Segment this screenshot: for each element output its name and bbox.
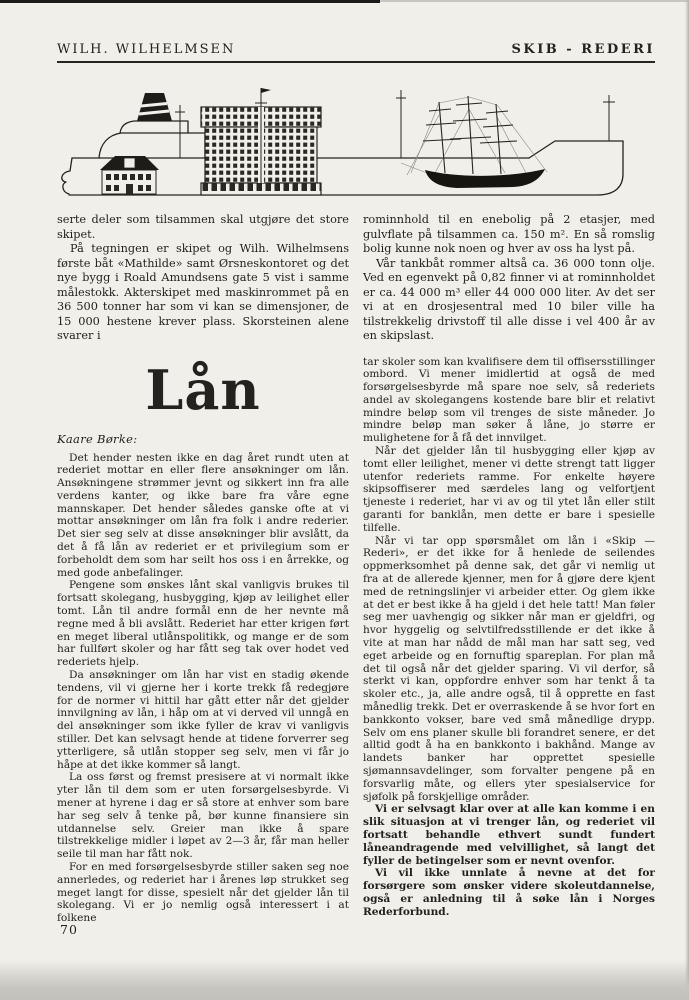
body-paragraph: Pengene som ønskes lånt skal vanligvis brukes til fortsatt skolegang, husbygging, kjøp av leilighet eller tomt. Lån til andre formål enn de her nevnte må regne med å bli avslått. Rederiet har etter krigen ført en meget liberal utlånspolitikk, og mange er de som har fullført skoler og har fått seg tak over hodet ved rederiets hjelp. (57, 579, 349, 669)
right-column (363, 213, 655, 925)
caption-right (363, 213, 655, 344)
header-right-text: SKIB - REDERI (511, 42, 655, 57)
office-building (201, 88, 321, 195)
article-body-left (57, 452, 349, 925)
house (100, 156, 159, 194)
article-byline: Kaare Børke: (57, 431, 138, 446)
left-column (57, 213, 349, 925)
foremast (175, 105, 185, 158)
caption-paragraph: serte deler som tilsammen skal utgjøre det store skipet. (57, 213, 349, 241)
ship-drawing-svg (57, 85, 655, 205)
rigging (401, 97, 547, 175)
ship-scale-illustration (57, 85, 655, 205)
column-spacer (363, 344, 655, 356)
body-paragraph: tar skoler som kan kvalifisere dem til offisersstillinger ombord. Vi mener imidlertid at også de med forsørgelsesbyrde må spare noe selv, så rederiets andel av skolegangens kostende bare blir et relativt mindre beløp som vil trenges de siste måneder. Jo mindre beløp man søker å låne, jo større er mulighetene for å få det innvilget. (363, 355, 655, 445)
caption-paragraph: Vår tankbåt rommer altså ca. 36 000 tonn olje. Ved en egenvekt på 0,82 finner vi at rominnholdet er ca. 44 000 m³ eller 44 000 000 liter. Av det ser vi at en drosjesentral med 10 biler ville ha tilstrekkelig drivstoff til alle disse i vel 400 år av en skipslast. (363, 256, 655, 342)
article-body-right (363, 356, 655, 919)
two-column-text (57, 213, 655, 925)
bow-mast (603, 95, 615, 141)
body-paragraph: Vi er selvsagt klar over at alle kan komme i en slik situasjon at vi trenger lån, og rederiet vil fortsatt behandle ethvert sundt fundert låneandragende med velvillighet, så langt det fyller de betingelser som er nevnt ovenfor. (363, 803, 655, 867)
caption-paragraph: På tegningen er skipet og Wilh. Wilhelmsens første båt «Mathilde» samt Ørsneskontoret og det nye bygg i Roald Amundsens gate 5 vist i samme målestokk. Akterskipet med maskinrommet på en 36 500 tonner har som vi kan se dimensjoner, de 15 000 hestene krever plass. Skorsteinen alene svarer i (57, 242, 349, 342)
body-paragraph: Når det gjelder lån til husbygging eller kjøp av tomt eller leilighet, mener vi dette strengt tatt ligger utenfor rederiets ramme. For enkelte høyere skipsoffiserer med særdeles lang og velfortjent tjeneste i rederiet, har vi av og til ytet lån eller stilt garanti for banklån, men dette er bare i spesielle tilfelle. (363, 445, 655, 534)
body-paragraph: Når vi tar opp spørsmålet om lån i «Skip — Rederi», er det ikke for å henlede de seilendes oppmerksomhet på denne sak, det går vi nemlig ut fra at de allerede kjenner, men for å gjøre dere kjent med de retningslinjer vi arbeider etter. Og glem ikke at det er best ikke å ha gjeld i det hele tatt! Man føler seg mer uavhengig og sikker når man er gjeldfri, og hvor hyggelig og selvtilfredsstillende er det ikke å vite at man har nådd de mål man har satt seg, ved eget arbeide og en fornuftig spareplan. For plan må det til også når det gjelder sparing. Vi vil derfor, så sterkt vi kan, oppfordre enhver som har tenkt å ta skoler etc., ja, alle andre også, til å opprette en fast månedlig trekk. Det er overraskende å se hvor fort en bankkonto vokser, bare ved små månedlige drypp. Selv om ens planer skulle bli forandret senere, er det alltid godt å ha en bankkonto i bakhånd. Mange av landets banker har opprettet spesielle sjømannsavdelinger, som forvalter pengene på en forsvarlig måte, og ellers yter spesialservice for sjøfolk på forskjellige områder. (363, 534, 655, 803)
header-rule (57, 61, 655, 63)
page-number: 70 (60, 922, 78, 937)
masthead (57, 0, 655, 57)
header-left-text: WILH. WILHELMSEN (57, 42, 236, 57)
caption-left (57, 213, 349, 344)
mid-mast (396, 90, 406, 158)
scan-edge-bottom (0, 960, 689, 1000)
caption-paragraph: rominnhold til en enebolig på 2 etasjer, med gulvflate på tilsammen ca. 150 m². En så romslig bolig kunne nok noen og hver av oss ha lyst på. (363, 213, 655, 255)
scan-edge-right (685, 0, 689, 1000)
sailing-ship (401, 96, 547, 188)
body-paragraph: Vi vil ikke unnlate å nevne at det for forsørgere som ønsker videre skoleutdannelse, også er anledning til å søke lån i Norges Rederforbund. (363, 867, 655, 918)
body-paragraph: La oss først og fremst presisere at vi normalt ikke yter lån til dem som er uten forsørgelsesbyrde. Vi mener at hyrene i dag er så store at enhver som bare har seg selv å tenke på, bør kunne finansiere sin utdannelse selv. Greier man ikke å spare tilstrekkelige midler i løpet av 2—3 år, får man heller seile til man har fått nok. (57, 771, 349, 861)
body-paragraph: For en med forsørgelsesbyrde stiller saken seg noe annerledes, og rederiet har i årenes løp strukket seg meget langt for disse, spesielt når det gjelder lån til skolegang. Vi er jo nemlig også interessert i at folkene (57, 861, 349, 925)
body-paragraph: Da ansøkninger om lån har vist en stadig økende tendens, vil vi gjerne her i korte trekk få redegjøre for de normer vi hittil har gått etter når det gjelder innvilgning av lån, i håp om at vi derved vil unngå en del ansøkninger som ikke fyller de krav vi vanligvis stiller. Det kan selvsagt hende at tidene forverrer seg ytterligere, så utlån stopper seg selv, men vi får jo håpe at det ikke kommer så langt. (57, 669, 349, 771)
body-paragraph: Det hender nesten ikke en dag året rundt uten at rederiet mottar en eller flere ansøkninger om lån. Ansøkningene strømmer jevnt og sikkert inn fra alle verdens kanter, og ikke bare fra våre egne mannskaper. Det hender således ganske ofte at vi mottar ansøkninger om lån fra folk i andre rederier. Det sier seg selv at disse ansøkninger blir avslått, da det å få lån av rederiet er et privilegium som er forbeholdt dem som har seilt hos oss i en årrekke, og med gode anbefalinger. (57, 451, 349, 579)
funnel (137, 93, 172, 121)
article-title: Lån (145, 357, 261, 422)
